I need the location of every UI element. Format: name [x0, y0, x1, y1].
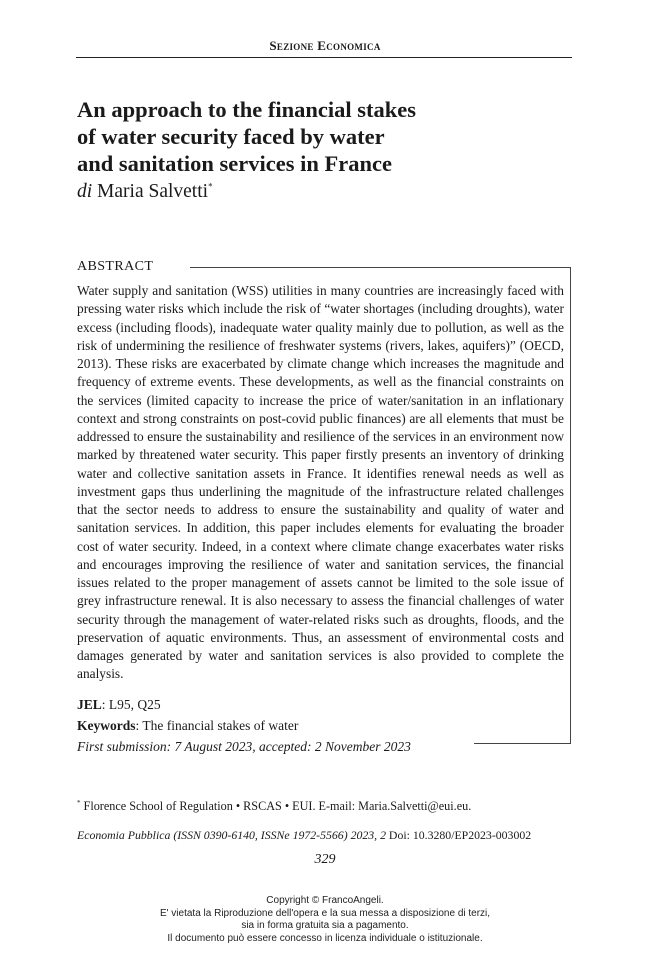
page-number: 329 [314, 852, 336, 867]
footnote-text: Florence School of Regulation • RSCAS • EUI. E-mail: Maria.Salvetti@eui.eu. [80, 799, 472, 814]
doi: Doi: 10.3280/EP2023-003002 [385, 828, 532, 842]
abstract-box-top-rule [190, 267, 571, 268]
keywords [77, 718, 298, 734]
abstract-box-bottom-rule [474, 743, 571, 744]
abstract-body: Water supply and sanitation (WSS) utilities in many countries are increasingly faced with pressing water risks which include the risk of “water shortages (including droughts), water excess (including floods), inadequate water quality mainly due to pollution, as well as the risk of undermining the resilience of freshwater systems (rivers, lakes, aquifers)” (OECD, 2013). These risks are exacerbated by climate change which increases the magnitude and frequency of extreme events. These developments, as well as the financial constraints on the services (limited capacity to increase the price of water/sanitation in an inflationary context and strong constraints on post-covid public finances) are all elements that must be addressed to ensure the sustainability and resilience of the services in an environment now marked by threatened water security. This paper firstly presents an inventory of drinking water and collective sanitation assets in France. It identifies renewal needs as well as investment gaps thus underlining the magnitude of the infrastructure related challenges that the sector needs to address to ensure the sustainability and quality of water and sanitation services. In addition, this paper includes elements for evaluating the broader cost of water security. Indeed, in a context where climate change exacerbates water risks and encourages improving the resilience of water and sanitation services, the financial issues related to the proper management of assets cannot be limited to the sole issue of grey infrastructure renewal. It is also necessary to assess the financial challenges of water security through the management of water-related risks such as droughts, floods, and the preservation of aquatic environments. Thus, an assessment of environmental costs and damages generated by water and sanitation services is also provided to complete the analysis. [77, 283, 564, 682]
keywords-label: Keywords [77, 718, 136, 733]
keywords-value: : The financial stakes of water [135, 718, 299, 733]
header-rule [76, 57, 572, 58]
section-header: Sezione Economica [269, 38, 381, 53]
author-name: Maria Salvetti [97, 181, 209, 202]
title-line: An approach to the financial stakes [77, 97, 416, 122]
submission-dates: First submission: 7 August 2023, accepted: 2 November 2023 [77, 739, 411, 754]
journal-citation [77, 828, 531, 843]
copyright-line: Il documento può essere concesso in licenza individuale o istituzionale. [167, 932, 483, 944]
byline-prefix: di [77, 181, 93, 202]
article-title [77, 96, 517, 177]
title-line: and sanitation services in France [77, 151, 392, 176]
journal-name: Economia Pubblica (ISSN 0390-6140, ISSNe 1972-5566) 2023, 2 [77, 828, 386, 842]
copyright-line: sia in forma gratuita sia a pagamento. [241, 920, 409, 931]
title-line: of water security faced by water [77, 124, 385, 149]
author-footnote-mark: * [208, 181, 213, 192]
copyright-line: E' vietata la Riproduzione dell'opera e la sua messa a disposizione di terzi, [159, 907, 491, 919]
footnote-mark: * [77, 799, 81, 807]
byline [77, 181, 213, 203]
jel-label: JEL [77, 697, 102, 712]
abstract-heading: ABSTRACT [77, 259, 154, 274]
jel-codes [77, 697, 161, 713]
author-footnote [77, 799, 471, 814]
copyright-line: Copyright © FrancoAngeli. [266, 895, 384, 906]
jel-value: : L95, Q25 [101, 697, 161, 712]
copyright-notice [0, 895, 650, 945]
abstract-box-right-rule [570, 267, 571, 743]
